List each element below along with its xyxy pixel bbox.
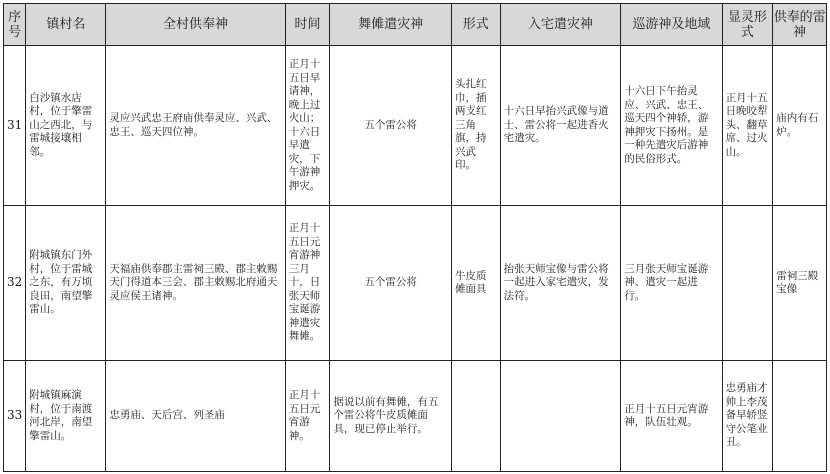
row-deities: 忠勇庙、天后宫、列圣庙 xyxy=(106,361,285,472)
row-tour-deity: 正月十五日元宵游神，队伍壮观。 xyxy=(621,361,722,472)
table-row xyxy=(4,46,827,206)
header-manifest: 显灵形式 xyxy=(722,4,773,46)
row-thunder: 庙内有石炉。 xyxy=(773,46,827,206)
header-form: 形式 xyxy=(451,4,500,46)
header-row xyxy=(4,4,827,46)
row-dance-deity: 五个雷公将 xyxy=(330,206,452,361)
header-tour-deity: 巡游神及地域 xyxy=(621,4,722,46)
row-manifest: 正月十五日晚咬犁头、翻草席、过火山。 xyxy=(722,46,773,206)
row-index: 33 xyxy=(4,361,26,472)
row-time: 正月十五日元宵游神。 xyxy=(285,361,330,472)
header-thunder: 供奉的雷神 xyxy=(773,4,827,46)
row-index: 32 xyxy=(4,206,26,361)
row-manifest: 忠勇庙才帅上李茂备早轿竖守公笔业丑。 xyxy=(722,361,773,472)
header-dance-deity: 舞傩遣灾神 xyxy=(330,4,452,46)
header-house-deity: 入宅遣灾神 xyxy=(500,4,621,46)
row-form xyxy=(451,361,500,472)
header-time: 时间 xyxy=(285,4,330,46)
row-deities: 灵应兴武忠王府庙供奉灵应、兴武、忠王、巡天四位神。 xyxy=(106,46,285,206)
header-deities: 全村供奉神 xyxy=(106,4,285,46)
table-row xyxy=(4,206,827,361)
row-village: 白沙镇水店村，位于擎雷山之西北，与雷城接壤相邻。 xyxy=(26,46,106,206)
row-time: 正月十五日早请神，晚上过火山；十六日早遣灾，下午游神押灾。 xyxy=(285,46,330,206)
row-manifest xyxy=(722,206,773,361)
row-dance-deity: 五个雷公将 xyxy=(330,46,452,206)
row-thunder: 雷祠三殿宝像 xyxy=(773,206,827,361)
row-thunder xyxy=(773,361,827,472)
row-village: 附城镇麻演村，位于南渡河北岸，南望擎雷山。 xyxy=(26,361,106,472)
row-house-deity: 十六日早抬兴武像与道士、雷公将一起进香火宅遣灾。 xyxy=(500,46,621,206)
folk-ritual-table xyxy=(3,3,827,472)
row-tour-deity: 三月张天师宝诞游神、遣灾一起进行。 xyxy=(621,206,722,361)
header-index: 序号 xyxy=(4,4,26,46)
row-tour-deity: 十六日下午抬灵应、兴武、忠王、巡天四个神轿，游神押灾下扬州。是一种先遣灾后游神的民俗形式。 xyxy=(621,46,722,206)
row-index: 31 xyxy=(4,46,26,206)
row-house-deity xyxy=(500,361,621,472)
header-village: 镇村名 xyxy=(26,4,106,46)
row-form: 牛皮质傩面具 xyxy=(451,206,500,361)
row-village: 附城镇东门外村，位于雷城之东，有万顷良田，南望擎雷山。 xyxy=(26,206,106,361)
row-house-deity: 抬张天师宝像与雷公将一起进入家宅遣灾，发法符。 xyxy=(500,206,621,361)
row-form: 头扎红巾，插两支红三角旗，持兴武印。 xyxy=(451,46,500,206)
table-row xyxy=(4,361,827,472)
row-time: 正月十五日元宵游神三月十，日张天师宝诞游神遣灾舞傩。 xyxy=(285,206,330,361)
row-deities: 天福庙供奉郡主雷祠三殿、郡主敕赐天门得道本三会、郡主敕赐北府通天灵应侯王诸神。 xyxy=(106,206,285,361)
row-dance-deity: 据说以前有舞傩，有五个雷公将牛皮质傩面具，现已停止举行。 xyxy=(330,361,452,472)
